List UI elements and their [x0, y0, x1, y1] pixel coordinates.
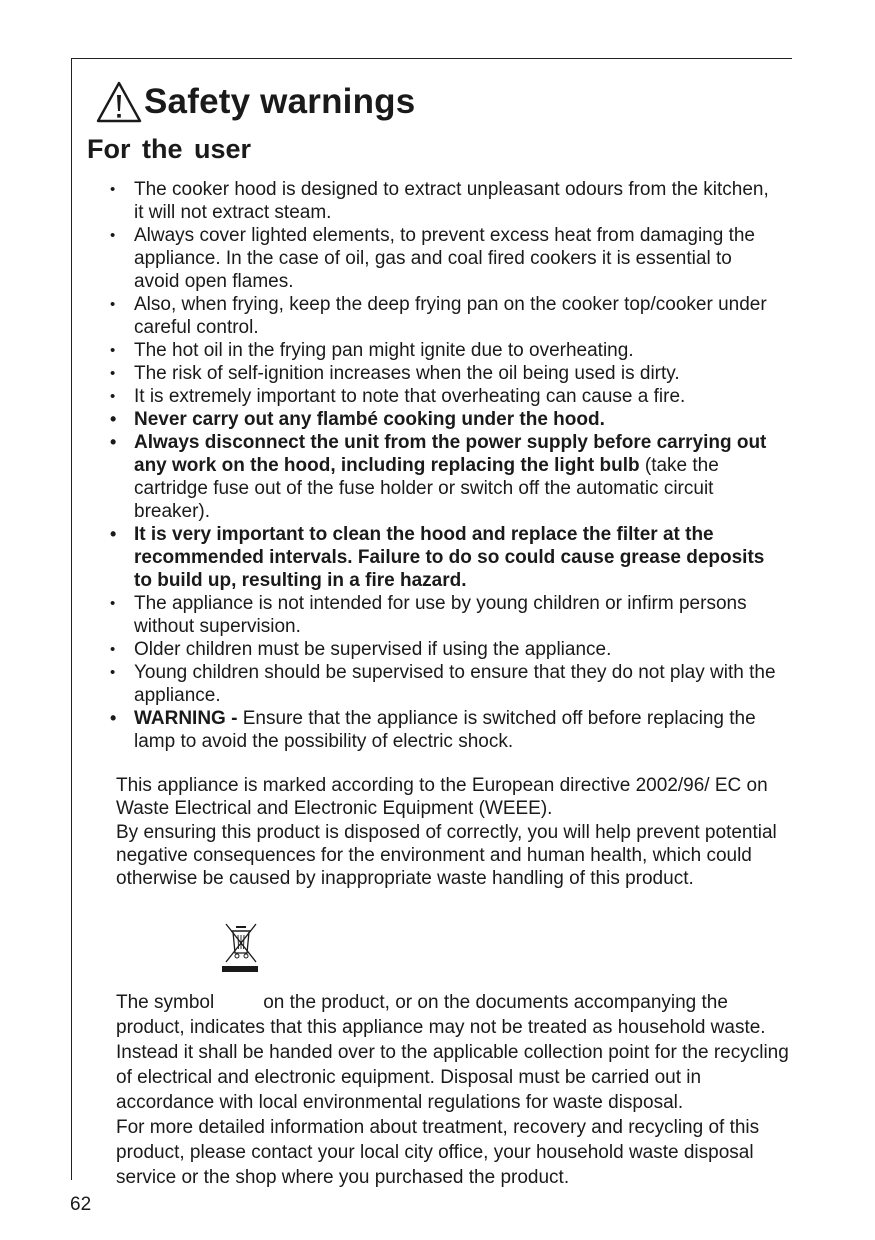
list-item: • WARNING - Ensure that the appliance is switched off before replacing the lamp to avoid the possibility of electric shock.: [108, 707, 778, 753]
list-item: • Never carry out any flambé cooking under the hood.: [108, 408, 778, 431]
weee-directive-paragraph: This appliance is marked according to the European directive 2002/96/ EC on Waste Electrical and Electronic Equipment (WEEE).: [116, 775, 768, 820]
page-title: Safety warnings: [144, 82, 416, 121]
list-item: • Always cover lighted elements, to prevent excess heat from damaging the appliance. In the case of oil, gas and coal fired cookers it is essential to avoid open flames.: [108, 224, 778, 293]
crossed-out-wheelie-bin-icon: [220, 960, 260, 1012]
frame-left-rule: [71, 58, 72, 1180]
weee-symbol-paragraph: The symbol on the product, or on the documents accompanying the product, indicates that this appliance may not be treated as household waste. Instead it shall be handed over to the applicable collection point for the recycling of electrical and electronic equipment. Disposal must be carried out in accordance with local environmental regulations for waste disposal.: [116, 960, 796, 1115]
weee-intro: [116, 774, 796, 890]
list-item: • It is extremely important to note that overheating can cause a fire.: [108, 385, 778, 408]
weee-symbol-section: [116, 960, 796, 1190]
title-row: [96, 80, 415, 124]
section-subtitle: For the user: [87, 134, 252, 164]
list-item: • It is very important to clean the hood and replace the filter at the recommended intervals. Failure to do so could cause grease deposits to build up, resulting in a fire hazard.: [108, 523, 778, 592]
list-item: • The appliance is not intended for use by young children or infirm persons without supervision.: [108, 592, 778, 638]
weee-contact-paragraph: For more detailed information about treatment, recovery and recycling of this product, please contact your local city office, your household waste disposal service or the shop where you purchased the product.: [116, 1117, 760, 1188]
list-item: • The hot oil in the frying pan might ignite due to overheating.: [108, 339, 778, 362]
list-item: • The cooker hood is designed to extract unpleasant odours from the kitchen, it will not extract steam.: [108, 178, 778, 224]
list-item: • Young children should be supervised to ensure that they do not play with the appliance.: [108, 661, 778, 707]
frame-top-rule: [71, 58, 792, 59]
weee-disposal-paragraph: By ensuring this product is disposed of correctly, you will help prevent potential negative consequences for the environment and human health, which could otherwise be caused by inappropriate waste handling of this product.: [116, 821, 777, 890]
list-item: • Also, when frying, keep the deep frying pan on the cooker top/cooker under careful control.: [108, 293, 778, 339]
list-item: • Older children must be supervised if using the appliance.: [108, 638, 778, 661]
warning-triangle-icon: [96, 81, 142, 123]
safety-bullet-list: [108, 178, 778, 753]
list-item: • The risk of self-ignition increases when the oil being used is dirty.: [108, 362, 778, 385]
page-number: 62: [70, 1194, 92, 1215]
list-item: • Always disconnect the unit from the power supply before carrying out any work on the hood, including replacing the light bulb (take the cartridge fuse out of the fuse holder or switch off the automatic circuit breaker).: [108, 431, 778, 523]
